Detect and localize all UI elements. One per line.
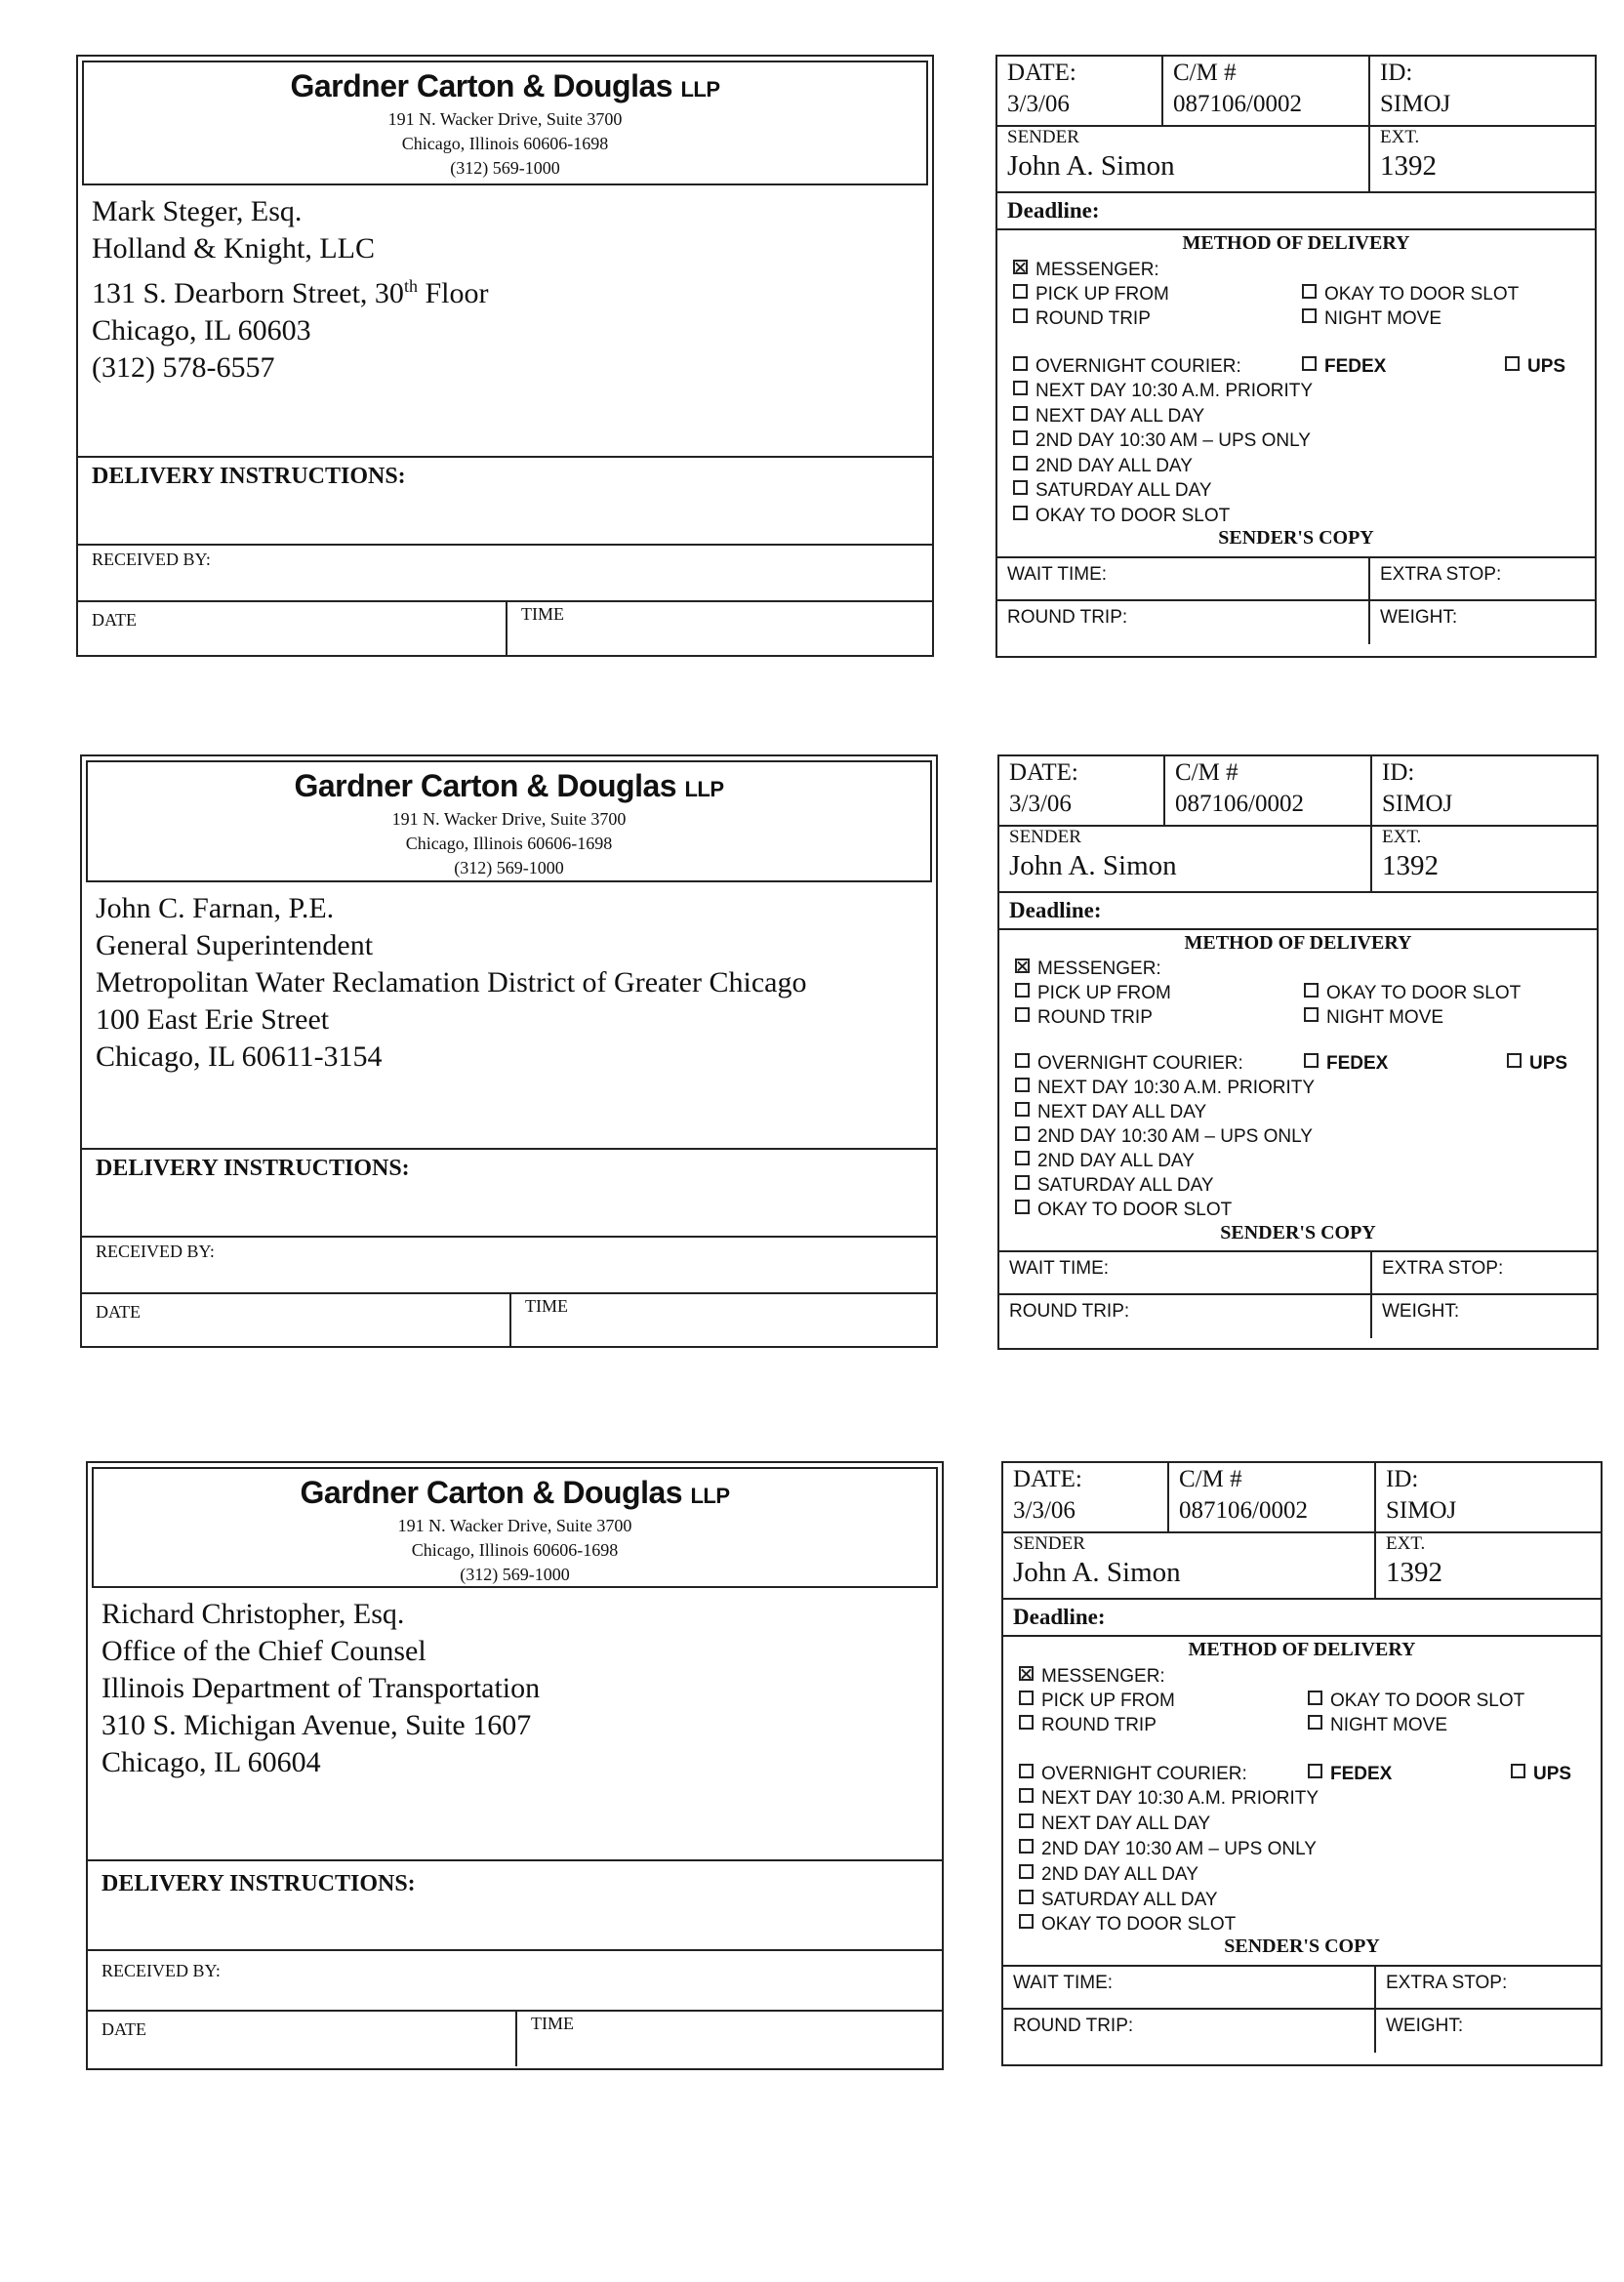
weight-field: WEIGHT: — [1382, 1301, 1460, 1322]
date-value: 3/3/06 — [1013, 1497, 1076, 1524]
night-move-checkbox[interactable] — [1302, 308, 1317, 323]
method-of-delivery: METHOD OF DELIVERY MESSENGER: PICK UP FROM ROUND TRIP OKAY TO DOOR SLOT NIGHT MOVE OVERNIGHT COURIER: FEDEX UPS NEXT DAY 10:30 A.M. PRIORITY NEXT DAY ALL DAY 2ND DAY 10:30 AM – UPS ONLY 2ND DAY ALL DAY SATURDAY ALL DAY OKAY TO DOOR SLOT SENDER'S COPY — [1003, 1637, 1601, 1967]
address-line: Chicago, IL 60603 — [92, 314, 311, 346]
ext-label: EXT. — [1380, 127, 1420, 147]
senders-copy: SENDER'S COPY — [1220, 1222, 1376, 1243]
date-label: DATE: — [1009, 759, 1078, 786]
round-trip-field: ROUND TRIP: — [999, 1295, 1372, 1338]
ext-label: EXT. — [1382, 827, 1422, 847]
firm-header — [92, 1467, 938, 1588]
firm-phone: (312) 569-1000 — [454, 858, 564, 877]
ups-checkbox[interactable] — [1505, 356, 1520, 371]
address-line: Holland & Knight, LLC — [92, 232, 375, 265]
overnight-checkbox[interactable] — [1015, 1053, 1030, 1068]
fedex-checkbox[interactable] — [1302, 356, 1317, 371]
time-field: TIME — [521, 604, 564, 624]
firm-city: Chicago, Illinois 60606-1698 — [405, 834, 613, 853]
wait-time: WAIT TIME: — [1003, 1967, 1376, 2008]
address-line: (312) 578-6557 — [92, 351, 275, 384]
round-trip-checkbox[interactable] — [1013, 308, 1028, 323]
address-line: Richard Christopher, Esq. — [102, 1598, 405, 1630]
cm-label: C/M # — [1179, 1466, 1242, 1492]
pick-up-checkbox[interactable] — [1015, 983, 1030, 998]
firm-city: Chicago, Illinois 60606-1698 — [411, 1540, 619, 1560]
deadline-label: Deadline: — [1009, 898, 1102, 922]
messenger-checkbox[interactable] — [1015, 958, 1030, 973]
address-label-1 — [76, 55, 934, 657]
ups-checkbox[interactable] — [1511, 1764, 1525, 1778]
time-field: TIME — [531, 2014, 574, 2033]
ext-label: EXT. — [1386, 1533, 1426, 1554]
received-by: RECEIVED BY: — [78, 546, 932, 602]
cm-label: C/M # — [1175, 759, 1238, 786]
round-trip-checkbox[interactable] — [1019, 1715, 1034, 1730]
ext-value: 1392 — [1380, 150, 1437, 182]
wait-time: WAIT TIME: — [999, 1252, 1372, 1293]
firm-suffix: LLP — [680, 77, 720, 102]
ext-value: 1392 — [1382, 850, 1439, 881]
option-checkbox[interactable] — [1013, 381, 1028, 395]
round-trip-checkbox[interactable] — [1015, 1007, 1030, 1022]
overnight-checkbox[interactable] — [1013, 356, 1028, 371]
recipient-address — [88, 1592, 942, 1861]
cm-value: 087106/0002 — [1173, 91, 1302, 117]
option-checkbox[interactable] — [1019, 1864, 1034, 1879]
superscript: th — [403, 276, 418, 296]
method-of-delivery: METHOD OF DELIVERY MESSENGER: PICK UP FROM ROUND TRIP OKAY TO DOOR SLOT NIGHT MOVE OVERNIGHT COURIER: FEDEX UPS NEXT DAY 10:30 A.M. PRIORITY NEXT DAY ALL DAY 2ND DAY 10:30 AM – UPS ONLY 2ND DAY ALL DAY SATURDAY ALL DAY OKAY TO DOOR SLOT SENDER'S COPY — [997, 230, 1595, 558]
firm-city: Chicago, Illinois 60606-1698 — [401, 134, 609, 153]
option-checkbox[interactable] — [1015, 1102, 1030, 1117]
firm-name: Gardner Carton & Douglas — [290, 68, 673, 103]
option-checkbox[interactable] — [1015, 1175, 1030, 1190]
id-value: SIMOJ — [1386, 1497, 1457, 1524]
date-value: 3/3/06 — [1007, 91, 1070, 117]
address-line: 310 S. Michigan Avenue, Suite 1607 — [102, 1709, 532, 1741]
id-label: ID: — [1386, 1466, 1419, 1492]
option-checkbox[interactable] — [1019, 1914, 1034, 1929]
option-checkbox[interactable] — [1013, 430, 1028, 445]
address-line: General Superintendent — [96, 929, 374, 961]
option-checkbox[interactable] — [1019, 1890, 1034, 1904]
id-label: ID: — [1382, 759, 1415, 786]
fedex-checkbox[interactable] — [1304, 1053, 1319, 1068]
delivery-slip-3 — [1001, 1461, 1603, 2066]
time-field: TIME — [525, 1296, 568, 1316]
sender-value: John A. Simon — [1007, 150, 1175, 182]
firm-street: 191 N. Wacker Drive, Suite 3700 — [391, 809, 627, 829]
option-checkbox[interactable] — [1013, 406, 1028, 421]
overnight-checkbox[interactable] — [1019, 1764, 1034, 1778]
extra-stop: EXTRA STOP: — [1386, 1973, 1508, 1993]
door-slot-checkbox[interactable] — [1302, 284, 1317, 299]
cm-label: C/M # — [1173, 60, 1237, 86]
fedex-checkbox[interactable] — [1308, 1764, 1322, 1778]
address-line: Chicago, IL 60611-3154 — [96, 1040, 383, 1073]
date-label: DATE: — [1007, 60, 1076, 86]
date-field: DATE — [78, 602, 508, 655]
delivery-slip-2 — [997, 754, 1599, 1350]
option-checkbox[interactable] — [1019, 1839, 1034, 1854]
firm-suffix: LLP — [690, 1484, 730, 1508]
cm-value: 087106/0002 — [1175, 791, 1304, 817]
date-label: DATE: — [1013, 1466, 1082, 1492]
weight-field: WEIGHT: — [1386, 2016, 1464, 2036]
date-time-row — [78, 602, 932, 655]
door-slot-checkbox[interactable] — [1304, 983, 1319, 998]
firm-name: Gardner Carton & Douglas — [300, 1475, 683, 1510]
date-value: 3/3/06 — [1009, 791, 1072, 817]
id-value: SIMOJ — [1382, 791, 1453, 817]
option-checkbox[interactable] — [1019, 1788, 1034, 1803]
night-move-checkbox[interactable] — [1304, 1007, 1319, 1022]
sender-value: John A. Simon — [1013, 1557, 1181, 1588]
option-checkbox[interactable] — [1013, 506, 1028, 520]
id-label: ID: — [1380, 60, 1413, 86]
wait-time: WAIT TIME: — [997, 558, 1370, 599]
delivery-slip-1 — [995, 55, 1597, 658]
received-by: RECEIVED BY: — [88, 1951, 942, 2012]
recipient-address — [78, 189, 932, 458]
received-by: RECEIVED BY: — [82, 1238, 936, 1294]
firm-header — [86, 760, 932, 882]
firm-name: Gardner Carton & Douglas — [294, 768, 677, 803]
firm-street: 191 N. Wacker Drive, Suite 3700 — [397, 1516, 632, 1535]
pick-up-checkbox[interactable] — [1019, 1691, 1034, 1705]
ups-checkbox[interactable] — [1507, 1053, 1522, 1068]
address-line: 131 S. Dearborn Street, 30th Floor — [92, 276, 489, 309]
ext-value: 1392 — [1386, 1557, 1442, 1588]
date-time-row — [88, 2012, 942, 2066]
method-title: METHOD OF DELIVERY — [1182, 232, 1410, 254]
date-time-row — [82, 1294, 936, 1347]
door-slot-checkbox[interactable] — [1308, 1691, 1322, 1705]
delivery-instructions: DELIVERY INSTRUCTIONS: — [82, 1150, 936, 1238]
messenger-checkbox[interactable] — [1019, 1666, 1034, 1681]
recipient-address — [82, 886, 936, 1150]
delivery-instructions: DELIVERY INSTRUCTIONS: — [78, 458, 932, 546]
senders-copy: SENDER'S COPY — [1224, 1936, 1380, 1957]
address-line: Office of the Chief Counsel — [102, 1635, 426, 1667]
delivery-instructions: DELIVERY INSTRUCTIONS: — [88, 1861, 942, 1951]
sender-label: SENDER — [1009, 827, 1081, 847]
option-checkbox[interactable] — [1015, 1078, 1030, 1092]
firm-header — [82, 61, 928, 185]
address-line: John C. Farnan, P.E. — [96, 892, 335, 924]
sender-label: SENDER — [1007, 127, 1079, 147]
firm-phone: (312) 569-1000 — [460, 1565, 570, 1584]
senders-copy: SENDER'S COPY — [1218, 527, 1374, 549]
extra-stop: EXTRA STOP: — [1380, 564, 1502, 585]
option-checkbox[interactable] — [1015, 1200, 1030, 1214]
date-field: DATE — [88, 2012, 517, 2066]
option-checkbox[interactable] — [1019, 1813, 1034, 1828]
deadline-label: Deadline: — [1007, 198, 1100, 223]
sender-value: John A. Simon — [1009, 850, 1177, 881]
method-title: METHOD OF DELIVERY — [1184, 932, 1412, 954]
cm-value: 087106/0002 — [1179, 1497, 1308, 1524]
address-line: Chicago, IL 60604 — [102, 1746, 321, 1778]
round-trip-field: ROUND TRIP: — [997, 601, 1370, 644]
date-field: DATE — [82, 1294, 511, 1347]
option-checkbox[interactable] — [1013, 480, 1028, 495]
option-checkbox[interactable] — [1015, 1151, 1030, 1165]
address-line: Metropolitan Water Reclamation District of Greater Chicago — [96, 966, 807, 998]
address-label-3 — [86, 1461, 944, 2070]
sender-label: SENDER — [1013, 1533, 1085, 1554]
address-line: 100 East Erie Street — [96, 1003, 330, 1036]
address-line: Illinois Department of Transportation — [102, 1672, 541, 1704]
method-of-delivery: METHOD OF DELIVERY MESSENGER: PICK UP FROM ROUND TRIP OKAY TO DOOR SLOT NIGHT MOVE OVERNIGHT COURIER: FEDEX UPS NEXT DAY 10:30 A.M. PRIORITY NEXT DAY ALL DAY 2ND DAY 10:30 AM – UPS ONLY 2ND DAY ALL DAY SATURDAY ALL DAY OKAY TO DOOR SLOT SENDER'S COPY — [999, 930, 1597, 1252]
firm-street: 191 N. Wacker Drive, Suite 3700 — [387, 109, 623, 129]
address-label-2 — [80, 754, 938, 1348]
option-checkbox[interactable] — [1013, 456, 1028, 470]
firm-suffix: LLP — [684, 777, 724, 801]
id-value: SIMOJ — [1380, 91, 1451, 117]
extra-stop: EXTRA STOP: — [1382, 1258, 1504, 1279]
deadline-label: Deadline: — [1013, 1605, 1106, 1629]
night-move-checkbox[interactable] — [1308, 1715, 1322, 1730]
pick-up-checkbox[interactable] — [1013, 284, 1028, 299]
method-title: METHOD OF DELIVERY — [1188, 1639, 1416, 1660]
firm-phone: (312) 569-1000 — [450, 158, 560, 178]
address-line: Mark Steger, Esq. — [92, 195, 303, 227]
weight-field: WEIGHT: — [1380, 607, 1458, 628]
round-trip-field: ROUND TRIP: — [1003, 2010, 1376, 2053]
messenger-checkbox[interactable] — [1013, 260, 1028, 274]
option-checkbox[interactable] — [1015, 1126, 1030, 1141]
